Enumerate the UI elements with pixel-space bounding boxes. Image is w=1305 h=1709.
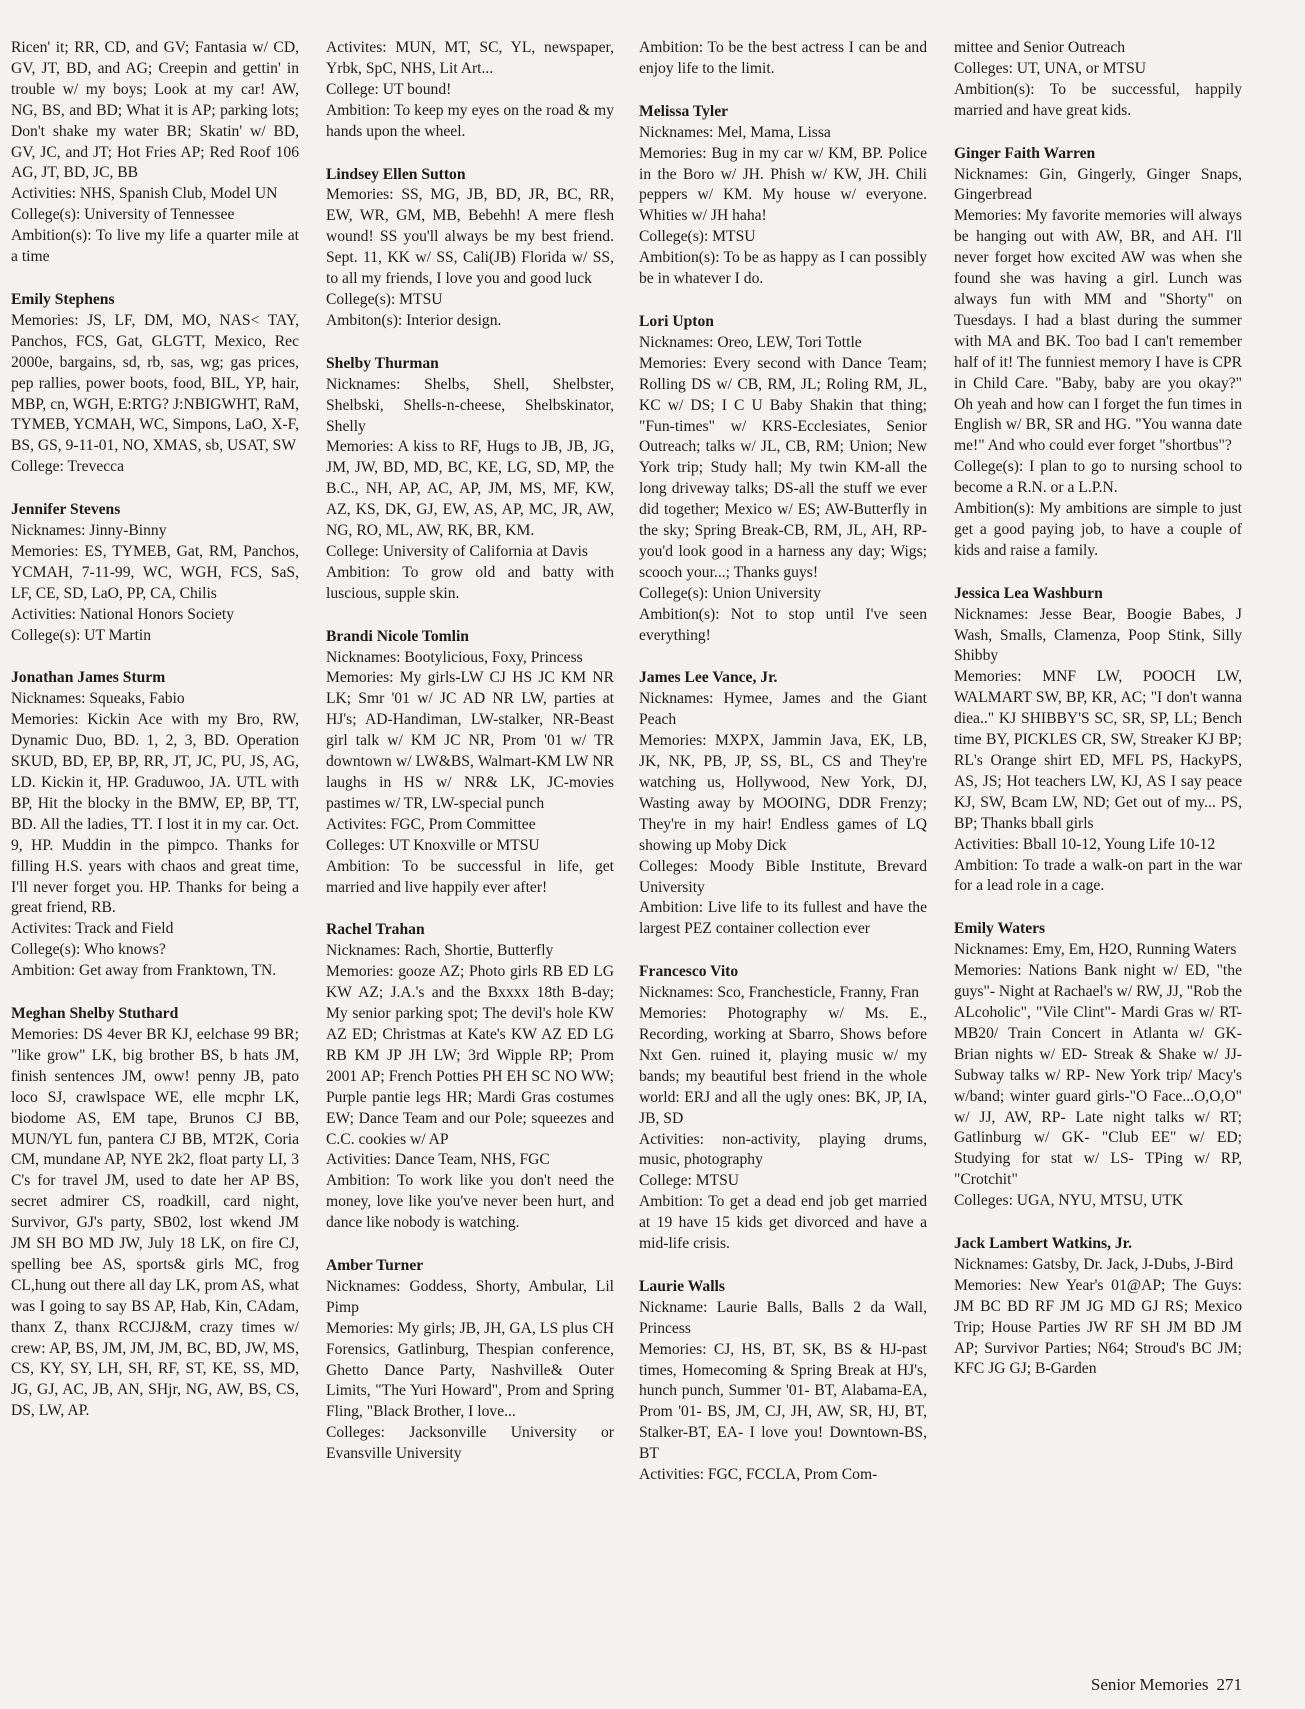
entry-text: Ambition: Get away from Franktown, TN. (11, 962, 277, 980)
senior-name: Ginger Faith Warren (954, 144, 1096, 162)
senior-name: Amber Turner (326, 1257, 424, 1275)
senior-name: Rachel Trahan (326, 921, 425, 939)
entry-text: College(s): MTSU (639, 228, 756, 246)
entry-text: College: University of California at Davis (326, 542, 589, 560)
entry-text: Nicknames: Squeaks, Fabio (11, 690, 185, 708)
senior-entry (954, 584, 1242, 898)
entry-text: Nicknames: Jesse Bear, Boogie Babes, J Wash, Smalls, Clamenza, Poop Stink, Silly Shibby (954, 605, 1242, 665)
entry-text: Nicknames: Oreo, LEW, Tori Tottle (639, 333, 862, 351)
senior-entry (326, 38, 614, 143)
senior-name: Meghan Shelby Stuthard (11, 1005, 179, 1023)
entry-text: Ambition: To get a dead end job get married at 19 have 15 kids get divorced and have a mid-life crisis. (639, 1193, 927, 1253)
senior-entry (639, 962, 927, 1255)
entry-text: Memories: gooze AZ; Photo girls RB ED LG KW AZ; J.A.'s and the Bxxxx 18th B-day; My senior parking spot; The devil's hole KW AZ ED; Christmas at Kate's KW AZ ED LG RB KM JP JH LW; 3rd Wipple RP; Prom 2001 AP; French Potties PH EH SC NO WW; Purple pantie legs HR; Mardi Gras costumes EW; Dance Team and our Pole; squeezes and C.C. cookies w/ AP (326, 963, 614, 1148)
entry-text: Activites: MUN, MT, SC, YL, newspaper, Yrbk, SpC, NHS, Lit Art... (326, 39, 614, 77)
entry-text: Nicknames: Gin, Gingerly, Ginger Snaps, Gingerbread (954, 165, 1242, 204)
entry-text: Memories: Every second with Dance Team; Rolling DS w/ CB, RM, JL; Roling RM, JL, KC w/ DS; I C U Baby Shakin that thing; "Fun-times" w/ KRS-Ecclesiates, Senior Outreach; talks w/ JL, CB, RM; Union; New York trip; Study hall; My twin KM-all the long driveway talks; DS-all the stuff we ever did together; Mexico w/ ES; AW-Butterfly in the sky; Spring Break-CB, RM, JL, AH, RP-you'd look good in a harness any day; Wigs; scooch your...; Thanks guys! (639, 354, 927, 581)
entry-text: Colleges: UGA, NYU, MTSU, UTK (954, 1192, 1184, 1210)
entry-text: Memories: My girls-LW CJ HS JC KM NR LK; Smr '01 w/ JC AD NR LW, parties at HJ's; AD-Handiman, LW-stalker, NR-Beast girl talk w/ KM JC NR, Prom '01 w/ TR downtown w/ LW&BS, Walmart-KM LW NR laughs in HS w/ NR& LK, JC-movies pastimes w/ TR, LW-special punch (326, 669, 614, 812)
entry-text: Memories: SS, MG, JB, BD, JR, BC, RR, EW, WR, GM, MB, Bebehh! A mere flesh wound! SS you'll always be my best friend. Sept. 11, KK w/ SS, Cali(JB) Florida w/ SS, to all my friends, I love you and good luck (326, 186, 614, 288)
senior-entry (639, 38, 927, 80)
entry-text: College: MTSU (639, 1172, 740, 1190)
senior-entry (639, 668, 927, 940)
page-footer (1091, 1675, 1242, 1695)
entry-text: Nicknames: Hymee, James and the Giant Peach (639, 690, 927, 729)
entry-text: Colleges: UT Knoxville or MTSU (326, 836, 540, 854)
entry-text: Ambition: To trade a walk-on part in the war for a lead role in a cage. (954, 856, 1242, 895)
entry-text: mittee and Senior Outreach (954, 39, 1126, 56)
entry-text: Ricen' it; RR, CD, and GV; Fantasia w/ CD, GV, JT, BD, and AG; Creepin and gettin' in trouble w/ my boys; Look at my car! AW, NG, BS, and BD; What it is AP; parking lots; Don't shake my water BR; Skatin' w/ BD, GV, JC, and JT; Hot Fries AP; Red Roof 106 AG, JT, BD, JC, BB (11, 39, 299, 182)
entry-text: Ambition: To grow old and batty with luscious, supple skin. (326, 563, 614, 602)
senior-name: Brandi Nicole Tomlin (326, 627, 469, 645)
entry-text: Memories: JS, LF, DM, MO, NAS< TAY, Panchos, FCS, Gat, GLGTT, Mexico, Rec 2000e, bargains, sd, rb, sas, wg; gas prices, pep rallies, power boots, food, BIL, YP, hair, MBP, cn, WGH, E:RTG? J:NBIGWHT, RaM, TYMEB, YCMAH, WC, Simpons, LaO, X-F, BS, GS, 9-11-01, NO, XMAS, sb, USAT, SW (11, 311, 299, 455)
senior-entry (11, 1004, 299, 1422)
entry-text: Memories: Bug in my car w/ KM, BP. Police in the Boro w/ JH. Phish w/ KW, JH. Chili peppers w/ KM. My house w/ everyone. Whities w/ JH haha! (639, 144, 927, 225)
entry-text: Memories: CJ, HS, BT, SK, BS & HJ-past times, Homecoming & Spring Break at HJ's, hunch punch, Summer '01- BT, Alabama-EA, Prom '01- BS, JM, CJ, JH, AW, SR, HJ, BT, Stalker-BT, EA- I love you! Downtown-BS, BT (639, 1340, 927, 1463)
entry-text: Nicknames: Bootylicious, Foxy, Princess (326, 648, 583, 666)
senior-entry (326, 627, 614, 899)
entry-text: Nicknames: Jinny-Binny (11, 522, 167, 540)
entry-text: College: Trevecca (11, 458, 125, 476)
entry-text: Activities: NHS, Spanish Club, Model UN (11, 185, 278, 203)
senior-entry (11, 290, 299, 478)
entry-text: College(s): Union University (639, 584, 821, 602)
entry-text: Memories: My girls; JB, JH, GA, LS plus CH Forensics, Gatlinburg, Thespian conference, Ghetto Dance Party, Nashville& Outer Limits, "The Yuri Howard", Prom and Spring Fling, "Black Brother, I love... (326, 1319, 614, 1421)
entry-text: Memories: MXPX, Jammin Java, EK, LB, JK, NK, PB, JP, SS, BL, CS and They're watching us, Hollywood, New York, DJ, Wasting away by MOOING, DDR Frenzy; They're in my hair! Endless games of LQ showing up Moby Dick (639, 732, 927, 854)
senior-entry (11, 668, 299, 982)
senior-name: Laurie Walls (639, 1277, 725, 1295)
entry-text: College(s): MTSU (326, 290, 443, 308)
entry-text: Memories: Nations Bank night w/ ED, "the guys"- Night at Rachael's w/ RW, JJ, "Rob the ALcoholic", "Vile Clint"- Mardi Gras w/ RT-MB20/ Train Concert in Atlanta w/ GK- Brian nights w/ ED- Streak & Shake w/ JJ-Subway talks w/ RP- New York trip/ Macy's w/band; winter guard girls-"O Face...O,O,O" w/ JJ, AW, RP- Late night talks w/ RT; Gatlinburg w/ GK- "Club EE" w/ ED; Studying for stat w/ LS- TPing w/ RP, "Crotchit" (954, 962, 1242, 1189)
entry-text: Memories: Kickin Ace with my Bro, RW, Dynamic Duo, BD. 1, 2, 3, BD. Operation SKUD, BD, EP, BP, RR, JT, JC, PU, JS, AG, LD. Kickin it, HP. Graduwoo, JA. UTL with BP, Hit the blocky in the BMW, EP, BP, TT, BD. All the ladies, TT. I lost it in my car. Oct. 9, HP. Muddin in the pimpco. Thanks for filling H.S. years with chaos and great time, I'll never forget you. HP. Thanks for being a great friend, RB. (11, 711, 299, 917)
column-3 (639, 38, 927, 1508)
senior-entry (954, 38, 1242, 122)
entry-text: Colleges: Jacksonville University or Evansville University (326, 1424, 614, 1463)
entry-text: Ambition(s): To be successful, happily married and have great kids. (954, 80, 1242, 119)
entry-text: College(s): University of Tennessee (11, 206, 235, 224)
senior-name: James Lee Vance, Jr. (639, 669, 778, 687)
entry-text: Memories: A kiss to RF, Hugs to JB, JB, JG, JM, JW, BD, MD, BC, KE, LG, SD, MP, the B.C., NH, AP, AC, AP, JM, MS, MF, KW, AZ, KS, DK, GJ, EW, AS, AP, MC, JR, AW, NG, RO, ML, AW, RK, BR, KM. (326, 438, 614, 540)
senior-entry (954, 144, 1242, 562)
senior-name: Jessica Lea Washburn (954, 584, 1103, 602)
entry-text: Nicknames: Shelbs, Shell, Shelbster, Shelbski, Shells-n-cheese, Shelbskinator, Shelly (326, 375, 614, 435)
entry-text: Ambition: To work like you don't need the money, love like you've never been hurt, and dance like nobody is watching. (326, 1172, 614, 1232)
senior-entry (326, 165, 614, 332)
entry-text: College: UT bound! (326, 80, 452, 98)
senior-name: Emily Stephens (11, 290, 115, 308)
senior-entry (639, 102, 927, 290)
entry-text: Ambition: To be successful in life, get married and live happily ever after! (326, 857, 614, 896)
entry-text: Nicknames: Gatsby, Dr. Jack, J-Dubs, J-Bird (954, 1255, 1234, 1273)
senior-entry (954, 919, 1242, 1212)
column-4 (954, 38, 1242, 1402)
entry-text: Ambition: Live life to its fullest and have the largest PEZ container collection ever (639, 899, 927, 938)
entry-text: Activities: National Honors Society (11, 605, 235, 623)
senior-name: Jennifer Stevens (11, 501, 121, 519)
entry-text: Memories: Photography w/ Ms. E., Recording, working at Sbarro, Shows before Nxt Gen. ruined it, playing music w/ my bands; my beautiful best friend in the whole world: ERJ and all the ugly ones: BK, JP, IA, JB, SD (639, 1005, 927, 1127)
entry-text: Memories: DS 4ever BR KJ, eelchase 99 BR; "like grow" LK, big brother BS, b hats JM, finish sentences JM, oww! penny JB, pato loco SJ, crawlspace WE, elle mcphr LK, biodome AS, EM tape, Brunos CJ BB, MUN/YL fun, pantera CJ BB, MT2K, Coria CM, mundane AP, NYE 2k2, float party LI, 3 C's for travel JM, used to date her AP BS, secret admirer CS, roadkill, card night, Survivor, GJ's party, SB02, lost wkend JM JM SH BO MD JW, July 18 LK, on fire CJ, spelling bee AS, sports& girls MC, frog CL,hung out there all day LK, prom AS, what was I going to say BS AP, Hab, Kin, CAdam, thanx Z, thanx RCCJJ&M, crazy times w/ crew: AP, BS, JM, JM, JM, BC, BD, JW, MS, CS, KY, SY, LH, SH, RF, ST, KE, SS, MD, JG, GJ, AC, JB, AN, SHjr, NG, AW, BS, CS, DS, LW, AP. (11, 1025, 299, 1420)
entry-text: Activities: non-activity, playing drums, music, photography (639, 1130, 927, 1169)
entry-text: Ambition(s): Not to stop until I've seen everything! (639, 605, 927, 644)
entry-text: Ambition: To keep my eyes on the road & my hands upon the wheel. (326, 101, 614, 140)
senior-entry (954, 1234, 1242, 1380)
senior-entry (11, 38, 299, 268)
senior-name: Lori Upton (639, 312, 714, 330)
entry-text: Activities: Dance Team, NHS, FGC (326, 1151, 550, 1169)
entry-text: Ambition(s): To be as happy as I can possibly be in whatever I do. (639, 249, 927, 288)
entry-text: Ambiton(s): Interior design. (326, 311, 502, 329)
entry-text: Ambition: To be the best actress I can be and enjoy life to the limit. (639, 39, 927, 77)
entry-text: Ambition(s): My ambitions are simple to just get a good paying job, to have a couple of kids and raise a family. (954, 500, 1242, 559)
page-number: 271 (1216, 1675, 1242, 1694)
entry-text: College(s): Who knows? (11, 941, 166, 959)
senior-name: Francesco Vito (639, 963, 739, 981)
entry-text: Memories: My favorite memories will always be hanging out with AW, BR, and AH. I'll never forget how excited AW was when she found she was having a girl. Lunch was always fun with MM and "Shorty" on Tuesdays. I had a blast during the summer with MA and BK. Too bad I can't remember half of it! The funniest memory I have is CPR in Child Care. "Baby, baby are you okay?" Oh yeah and how can I forget the fun times in English w/ BR, SR and HG. "You wanna date me!" And who could ever forget "shortbus"? (954, 207, 1242, 455)
entry-text: College(s): UT Martin (11, 626, 152, 644)
entry-text: Activities: Bball 10-12, Young Life 10-12 (954, 835, 1216, 853)
entry-text: Ambition(s): To live my life a quarter mile at a time (11, 227, 299, 266)
senior-name: Jonathan James Sturm (11, 669, 166, 687)
entry-text: Memories: ES, TYMEB, Gat, RM, Panchos, YCMAH, 7-11-99, WC, WGH, FCS, SaS, LF, CE, SD, LaO, PP, CA, Chilis (11, 542, 299, 602)
entry-text: Activites: FGC, Prom Committee (326, 815, 536, 833)
senior-entry (639, 312, 927, 647)
senior-name: Lindsey Ellen Sutton (326, 165, 466, 183)
entry-text: Nicknames: Emy, Em, H2O, Running Waters (954, 941, 1237, 959)
entry-text: Colleges: Moody Bible Institute, Brevard University (639, 857, 927, 896)
entry-text: Memories: New Year's 01@AP; The Guys: JM BC BD RF JM JG MD GJ RS; Mexico Trip; House Parties JW RF SH JM BD JM AP; Survivor Parties; N64; Stroud's BC JM; KFC JG GJ; B-Garden (954, 1276, 1242, 1378)
entry-text: College(s): I plan to go to nursing school to become a R.N. or a L.P.N. (954, 458, 1242, 497)
column-1 (11, 38, 299, 1444)
entry-text: Activities: FGC, FCCLA, Prom Com- (639, 1466, 878, 1484)
entry-text: Nicknames: Mel, Mama, Lissa (639, 123, 831, 141)
entry-text: Nickname: Laurie Balls, Balls 2 da Wall, Princess (639, 1298, 927, 1337)
entry-text: Activites: Track and Field (11, 920, 174, 938)
senior-name: Jack Lambert Watkins, Jr. (954, 1235, 1133, 1253)
senior-name: Emily Waters (954, 920, 1046, 938)
senior-entry (639, 1277, 927, 1486)
senior-name: Shelby Thurman (326, 354, 439, 372)
entry-text: Colleges: UT, UNA, or MTSU (954, 59, 1147, 77)
senior-entry (326, 354, 614, 605)
footer-section-title: Senior Memories (1090, 1675, 1209, 1694)
senior-name: Melissa Tyler (639, 102, 729, 120)
entry-text: Nicknames: Goddess, Shorty, Ambular, Lil Pimp (326, 1277, 614, 1316)
senior-entry (326, 1256, 614, 1465)
entry-text: Memories: MNF LW, POOCH LW, WALMART SW, BP, KR, AC; "I don't wanna diea.." KJ SHIBBY'S SC, SR, SP, LL; Bench time BY, PICKLES CR, SW, Streaker KJ BP; RL's Orange shirt ED, MFL PS, HackyPS, AS, JS; Hot teachers LW, KJ, AS I say peace KJ, SW, Bcam LW, ND; Get out of my... PS, BP; Thanks bball girls (954, 668, 1242, 832)
entry-text: Nicknames: Rach, Shortie, Butterfly (326, 942, 554, 960)
column-2 (326, 38, 614, 1487)
senior-entry (11, 500, 299, 646)
senior-entry (326, 920, 614, 1234)
entry-text: Nicknames: Sco, Franchesticle, Franny, Fran (639, 984, 920, 1002)
